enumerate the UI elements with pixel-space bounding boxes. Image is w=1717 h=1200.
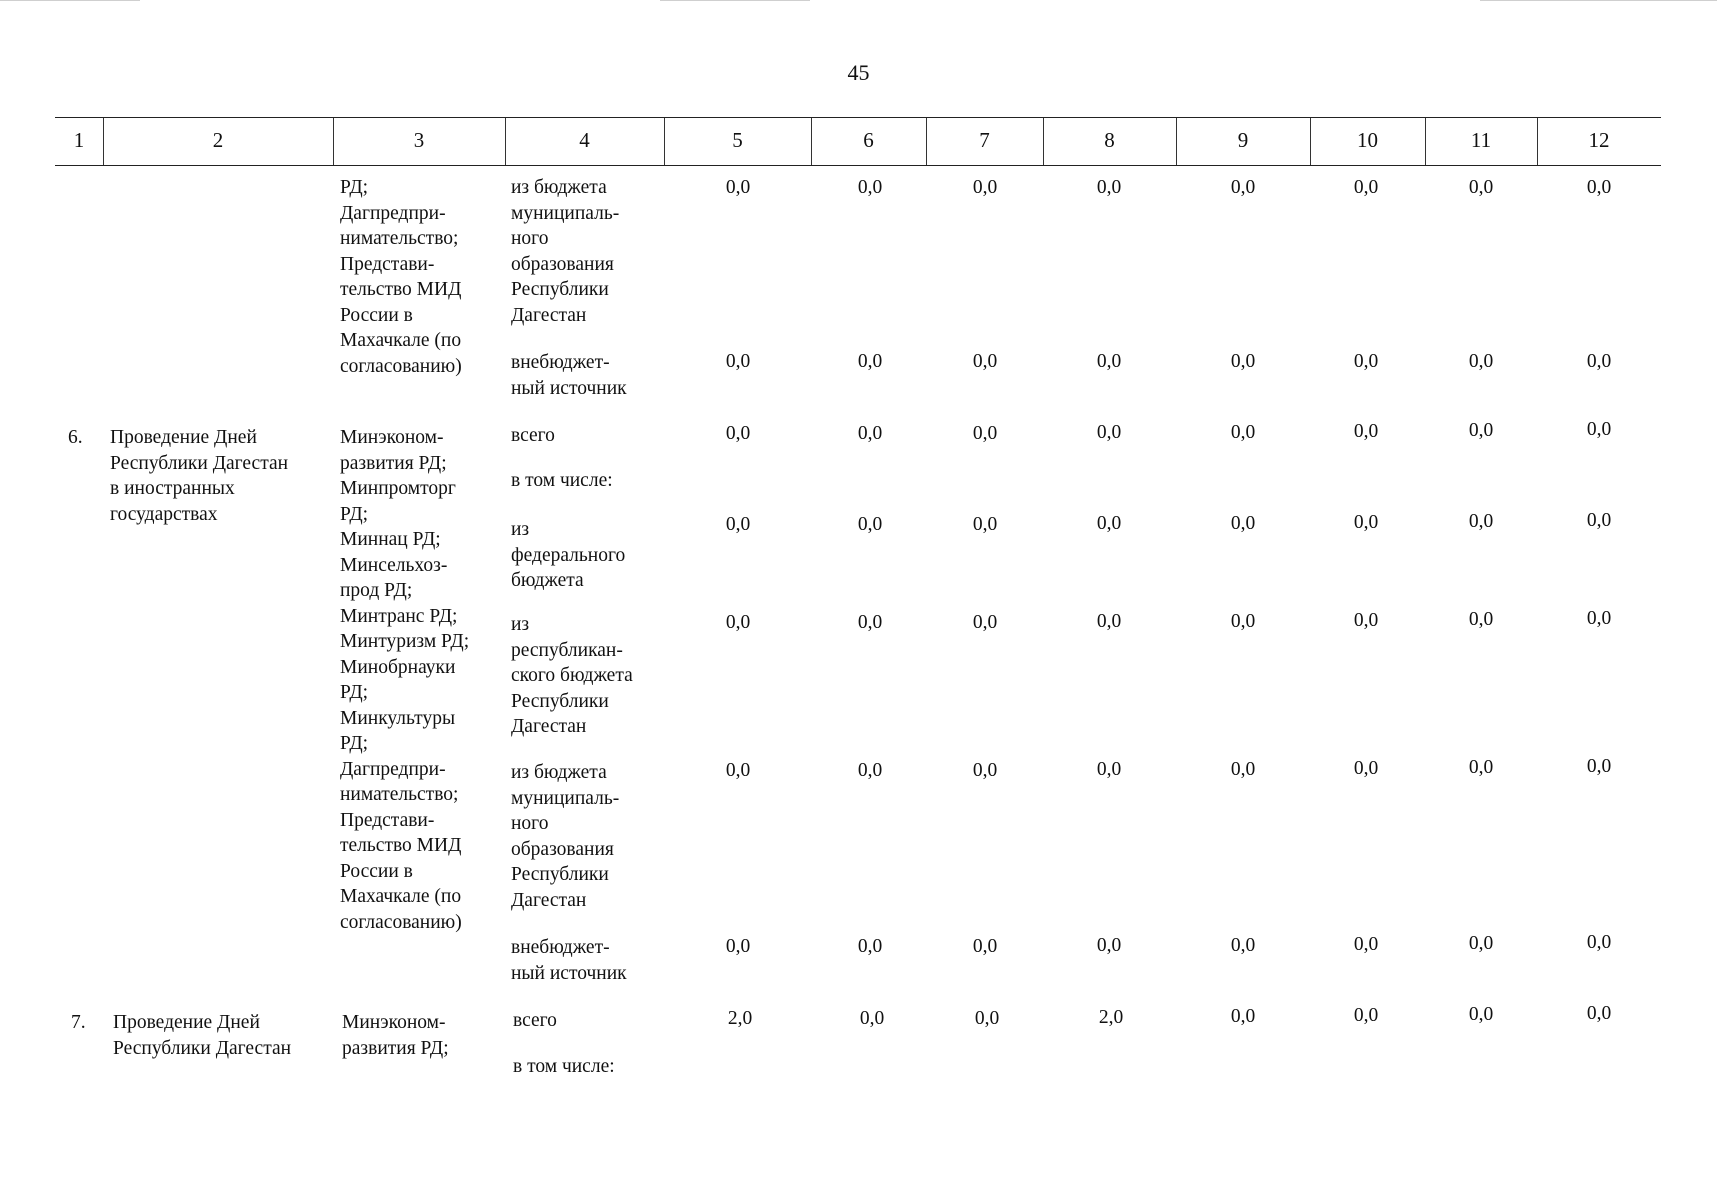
value-cell: 0,0: [1353, 512, 1379, 533]
value-cell: 0,0: [859, 1008, 885, 1029]
value-cell: 0,0: [1230, 935, 1256, 956]
value-cell: 0,0: [1586, 756, 1612, 777]
header-col-1: 1: [73, 128, 85, 152]
funding-source-cell: в том числе:: [513, 1056, 615, 1077]
value-cell: 0,0: [1230, 351, 1256, 372]
value-cell: 0,0: [857, 514, 883, 535]
value-cell: 0,0: [1586, 177, 1612, 198]
value-cell: 0,0: [725, 423, 751, 444]
value-cell: 0,0: [725, 936, 751, 957]
value-cell: 0,0: [1096, 759, 1122, 780]
value-cell: 0,0: [1230, 1006, 1256, 1027]
value-cell: 0,0: [1230, 177, 1256, 198]
scan-edge-mark: [1480, 0, 1717, 1]
value-cell: 0,0: [1230, 422, 1256, 443]
item-name: Проведение Дней Республики Дагестан: [113, 1012, 292, 1059]
value-cell: 0,0: [1586, 419, 1612, 440]
value-cell: 0,0: [1096, 935, 1122, 956]
funding-source-cell: внебюджет- ный источник: [511, 352, 627, 399]
value-cell: 0,0: [1586, 351, 1612, 372]
value-cell: 0,0: [1586, 608, 1612, 629]
funding-source-cell: в том числе:: [511, 470, 613, 491]
value-cell: 0,0: [972, 514, 998, 535]
value-cell: 0,0: [972, 423, 998, 444]
value-cell: 0,0: [972, 351, 998, 372]
value-cell: 0,0: [974, 1008, 1000, 1029]
value-cell: 0,0: [725, 760, 751, 781]
value-cell: 0,0: [1468, 177, 1494, 198]
value-cell: 0,0: [1468, 351, 1494, 372]
funding-source-cell: всего: [513, 1010, 557, 1031]
value-cell: 0,0: [1468, 1004, 1494, 1025]
value-cell: 0,0: [1353, 758, 1379, 779]
value-cell: 0,0: [1096, 611, 1122, 632]
value-cell: 0,0: [1230, 759, 1256, 780]
value-cell: 0,0: [1230, 611, 1256, 632]
value-cell: 0,0: [1096, 177, 1122, 198]
funding-source-cell: внебюджет- ный источник: [511, 937, 627, 984]
value-cell: 2,0: [727, 1008, 753, 1029]
header-col-8: 8: [1104, 128, 1115, 152]
header-col-10: 10: [1357, 128, 1378, 152]
item-number: 7.: [71, 1012, 86, 1033]
value-cell: 0,0: [1468, 609, 1494, 630]
value-cell: 0,0: [1096, 351, 1122, 372]
value-cell: 0,0: [1353, 421, 1379, 442]
value-cell: 0,0: [1468, 511, 1494, 532]
value-cell: 0,0: [1353, 934, 1379, 955]
header-bottom-rule: [55, 165, 1661, 166]
value-cell: 0,0: [1353, 610, 1379, 631]
header-col-9: 9: [1237, 128, 1249, 152]
page-number: 45: [847, 60, 870, 85]
value-cell: 0,0: [857, 177, 883, 198]
funding-source-cell: из бюджета муниципаль- ного образования Республики Дагестан: [511, 762, 620, 911]
item-number: 6.: [68, 427, 83, 448]
value-cell: 0,0: [857, 760, 883, 781]
executors-cell: Минэконом- развития РД; Минпромторг РД; Миннац РД; Минсельхоз- прод РД; Минтранс РД; Минтуризм РД; Минобрнауки РД; Минкультуры РД; Дагпредпри- нимательство; Представи- тельство МИД России в Махачкале (по согласованию): [340, 427, 470, 933]
value-cell: 0,0: [857, 351, 883, 372]
funding-source-cell: всего: [511, 425, 555, 446]
funding-source-cell: из бюджета муниципаль- ного образования Республики Дагестан: [511, 177, 620, 326]
value-cell: 0,0: [1468, 933, 1494, 954]
value-cell: 0,0: [972, 612, 998, 633]
value-cell: 0,0: [1586, 932, 1612, 953]
value-cell: 0,0: [972, 177, 998, 198]
value-cell: 0,0: [725, 177, 751, 198]
value-cell: 0,0: [1353, 177, 1379, 198]
value-cell: 0,0: [1586, 510, 1612, 531]
header-col-12: 12: [1588, 128, 1610, 152]
value-cell: 0,0: [725, 612, 751, 633]
executors-cell: Минэконом- развития РД;: [342, 1012, 449, 1059]
value-cell: 0,0: [725, 514, 751, 535]
header-col-11: 11: [1470, 128, 1492, 152]
header-col-2: 2: [212, 128, 224, 152]
header-col-6: 6: [863, 128, 874, 152]
value-cell: 0,0: [1230, 513, 1256, 534]
value-cell: 0,0: [972, 936, 998, 957]
header-col-5: 5: [732, 128, 743, 152]
value-cell: 0,0: [725, 351, 751, 372]
value-cell: 0,0: [1468, 757, 1494, 778]
value-cell: 2,0: [1098, 1007, 1124, 1028]
value-cell: 0,0: [1468, 420, 1494, 441]
item-name: Проведение Дней Республики Дагестан в иностранных государствах: [110, 427, 289, 525]
value-cell: 0,0: [1353, 1005, 1379, 1026]
header-col-7: 7: [979, 128, 990, 152]
value-cell: 0,0: [857, 612, 883, 633]
funding-source-cell: из федерального бюджета: [511, 519, 626, 591]
scan-edge-mark: [660, 0, 810, 1]
value-cell: 0,0: [857, 936, 883, 957]
executors-cell: РД; Дагпредпри- нимательство; Представи- тельство МИД России в Махачкале (по согласованию): [340, 177, 462, 377]
value-cell: 0,0: [1096, 513, 1122, 534]
funding-source-cell: из республикан- ского бюджета Республики Дагестан: [511, 614, 633, 737]
header-col-3: 3: [413, 128, 425, 152]
value-cell: 0,0: [1096, 422, 1122, 443]
value-cell: 0,0: [1586, 1003, 1612, 1024]
scan-edge-mark: [0, 0, 140, 1]
header-col-4: 4: [579, 128, 590, 152]
value-cell: 0,0: [1353, 351, 1379, 372]
value-cell: 0,0: [857, 423, 883, 444]
value-cell: 0,0: [972, 760, 998, 781]
